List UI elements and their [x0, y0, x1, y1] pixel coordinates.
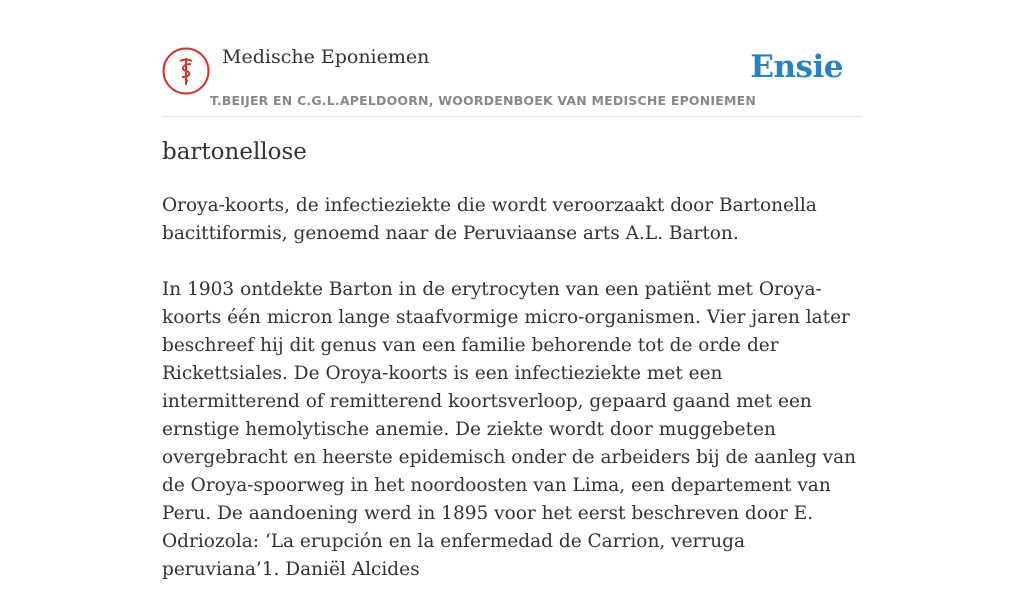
source-subtitle: T.BEIJER EN C.G.L.APELDOORN, WOORDENBOEK VAN MEDISCHE EPONIEMEN	[210, 93, 757, 108]
caduceus-icon[interactable]	[162, 47, 210, 95]
header	[162, 45, 862, 117]
entry-content	[162, 192, 862, 612]
entry-paragraph-1: Oroya-koorts, de infectieziekte die wordt veroorzaakt door Bartonella bacittiformis, genoemd naar de Peruviaanse arts A.L. Barton.	[162, 195, 817, 244]
entry-term: bartonellose	[162, 139, 307, 165]
entry-paragraph-2: In 1903 ontdekte Barton in de erytrocyten van een patiënt met Oroya-koorts één micron lange staafvormige micro-organismen. Vier jaren later beschreef hij dit genus van een familie behorende tot de orde der Rickettsiales. De Oroya-koorts is een infectieziekte met een intermitterend of remitterend koortsverloop, gepaard gaand met een ernstige hemolytische anemie. De ziekte wordt door muggebeten overgebracht en heerste epidemisch onder de arbeiders bij de aanleg van de Oroya-spoorweg in het noordoosten van Lima, een departement van Peru. De aandoening werd in 1895 voor het eerst beschreven door E. Odriozola: ‘La erupción en la enfermedad de Carrion, verruga peruviana’1. Daniël Alcides	[162, 279, 857, 580]
source-title[interactable]: Medische Eponiemen	[222, 46, 430, 68]
brand-logo[interactable]: Ensie	[750, 49, 843, 85]
